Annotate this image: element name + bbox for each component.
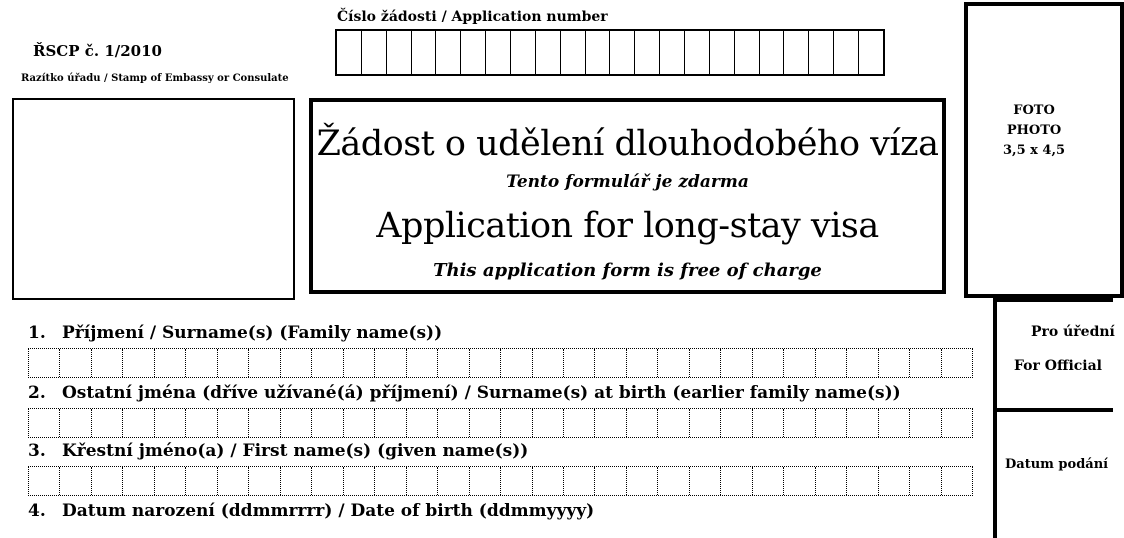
- letter-box[interactable]: [690, 349, 721, 377]
- letter-box[interactable]: [627, 409, 658, 437]
- official-use-box: [993, 298, 1113, 538]
- letter-box[interactable]: [155, 349, 186, 377]
- letter-box[interactable]: [501, 349, 532, 377]
- letter-box[interactable]: [375, 349, 406, 377]
- application-number-cell[interactable]: [387, 31, 412, 74]
- photo-line-3: 3,5 x 4,5: [1003, 143, 1066, 158]
- letter-box[interactable]: [29, 409, 60, 437]
- letter-box[interactable]: [690, 467, 721, 495]
- title-english: Application for long-stay visa: [376, 206, 879, 246]
- field-text: Křestní jméno(a) / First name(s) (given name(s)): [62, 441, 529, 461]
- letter-box[interactable]: [501, 409, 532, 437]
- field-number: 3.: [28, 441, 46, 461]
- application-number-cell[interactable]: [859, 31, 883, 74]
- letter-box[interactable]: [533, 409, 564, 437]
- letter-box[interactable]: [658, 467, 689, 495]
- application-number-cell[interactable]: [784, 31, 809, 74]
- letter-box[interactable]: [564, 467, 595, 495]
- letter-box[interactable]: [753, 409, 784, 437]
- letter-box[interactable]: [92, 409, 123, 437]
- application-number-cell[interactable]: [486, 31, 511, 74]
- letter-box[interactable]: [60, 467, 91, 495]
- field-number: 4.: [28, 501, 46, 521]
- application-number-cell[interactable]: [436, 31, 461, 74]
- letter-box[interactable]: [312, 409, 343, 437]
- letter-box[interactable]: [218, 467, 249, 495]
- official-divider: [997, 408, 1113, 412]
- application-number-boxes[interactable]: [335, 29, 885, 76]
- photo-line-1: FOTO: [1013, 103, 1055, 118]
- letter-box[interactable]: [690, 409, 721, 437]
- letter-box[interactable]: [29, 349, 60, 377]
- submission-date-label: Datum podání: [1005, 457, 1109, 472]
- free-notice-czech: Tento formulář je zdarma: [506, 172, 749, 192]
- stamp-box: [12, 98, 295, 300]
- letter-box[interactable]: [249, 467, 280, 495]
- application-number-cell[interactable]: [685, 31, 710, 74]
- field-surname-label: [28, 323, 442, 343]
- letter-box[interactable]: [721, 467, 752, 495]
- letter-box[interactable]: [595, 349, 626, 377]
- field-text: Datum narození (ddmmrrrr) / Date of birth (ddmmyyyy): [62, 501, 595, 521]
- letter-box[interactable]: [60, 349, 91, 377]
- letter-box[interactable]: [470, 409, 501, 437]
- letter-box[interactable]: [784, 409, 815, 437]
- letter-box[interactable]: [186, 467, 217, 495]
- letter-box[interactable]: [281, 409, 312, 437]
- application-number-cell[interactable]: [511, 31, 536, 74]
- letter-box[interactable]: [344, 467, 375, 495]
- letter-box[interactable]: [123, 467, 154, 495]
- letter-box[interactable]: [658, 409, 689, 437]
- letter-box[interactable]: [407, 349, 438, 377]
- application-number-cell[interactable]: [561, 31, 586, 74]
- letter-box[interactable]: [438, 409, 469, 437]
- application-number-label: Číslo žádosti / Application number: [337, 9, 608, 25]
- application-number-cell[interactable]: [412, 31, 437, 74]
- letter-box[interactable]: [658, 349, 689, 377]
- letter-box[interactable]: [595, 409, 626, 437]
- application-number-cell[interactable]: [536, 31, 561, 74]
- letter-box[interactable]: [879, 409, 910, 437]
- letter-box[interactable]: [721, 409, 752, 437]
- letter-box[interactable]: [92, 467, 123, 495]
- application-number-cell[interactable]: [660, 31, 685, 74]
- letter-box[interactable]: [470, 349, 501, 377]
- letter-box[interactable]: [470, 467, 501, 495]
- letter-box[interactable]: [407, 467, 438, 495]
- field-number: 1.: [28, 323, 46, 343]
- letter-box[interactable]: [438, 467, 469, 495]
- application-number-cell[interactable]: [760, 31, 785, 74]
- field-first-name-label: [28, 441, 528, 461]
- application-number-cell[interactable]: [834, 31, 859, 74]
- title-czech: Žádost o udělení dlouhodobého víza: [316, 124, 939, 164]
- application-number-cell[interactable]: [362, 31, 387, 74]
- letter-box[interactable]: [155, 467, 186, 495]
- letter-box[interactable]: [910, 467, 941, 495]
- letter-box[interactable]: [627, 467, 658, 495]
- field-text: Ostatní jména (dříve užívané(á) příjmení) / Surname(s) at birth (earlier family name(s)): [62, 383, 901, 403]
- letter-box[interactable]: [375, 467, 406, 495]
- photo-box: [964, 2, 1124, 298]
- letter-box[interactable]: [847, 349, 878, 377]
- letter-box[interactable]: [816, 409, 847, 437]
- letter-box[interactable]: [847, 467, 878, 495]
- field-text: Příjmení / Surname(s) (Family name(s)): [62, 323, 443, 343]
- letter-box[interactable]: [910, 349, 941, 377]
- application-number-cell[interactable]: [809, 31, 834, 74]
- letter-box[interactable]: [407, 409, 438, 437]
- letter-box[interactable]: [627, 349, 658, 377]
- letter-box[interactable]: [281, 467, 312, 495]
- letter-box[interactable]: [249, 349, 280, 377]
- letter-box[interactable]: [344, 349, 375, 377]
- application-number-cell[interactable]: [461, 31, 486, 74]
- letter-box[interactable]: [784, 349, 815, 377]
- letter-box[interactable]: [186, 409, 217, 437]
- letter-box[interactable]: [816, 349, 847, 377]
- letter-box[interactable]: [92, 349, 123, 377]
- letter-box[interactable]: [816, 467, 847, 495]
- letter-box[interactable]: [564, 349, 595, 377]
- letter-box[interactable]: [123, 349, 154, 377]
- surname-input-boxes[interactable]: [28, 348, 973, 378]
- application-number-cell[interactable]: [586, 31, 611, 74]
- letter-box[interactable]: [879, 349, 910, 377]
- letter-box[interactable]: [218, 349, 249, 377]
- application-number-cell[interactable]: [635, 31, 660, 74]
- letter-box[interactable]: [753, 467, 784, 495]
- letter-box[interactable]: [784, 467, 815, 495]
- official-use-czech: Pro úřední: [1031, 324, 1115, 340]
- letter-box[interactable]: [721, 349, 752, 377]
- letter-box[interactable]: [218, 409, 249, 437]
- letter-box[interactable]: [564, 409, 595, 437]
- letter-box[interactable]: [753, 349, 784, 377]
- letter-box[interactable]: [312, 467, 343, 495]
- letter-box[interactable]: [533, 467, 564, 495]
- title-box: [309, 98, 946, 294]
- application-number-cell[interactable]: [735, 31, 760, 74]
- letter-box[interactable]: [942, 349, 972, 377]
- letter-box[interactable]: [312, 349, 343, 377]
- first-name-input-boxes[interactable]: [28, 466, 973, 496]
- regulation-code: ŘSCP č. 1/2010: [33, 42, 162, 60]
- letter-box[interactable]: [123, 409, 154, 437]
- letter-box[interactable]: [186, 349, 217, 377]
- birth-surname-input-boxes[interactable]: [28, 408, 973, 438]
- letter-box[interactable]: [595, 467, 626, 495]
- letter-box[interactable]: [501, 467, 532, 495]
- letter-box[interactable]: [344, 409, 375, 437]
- photo-line-2: PHOTO: [1006, 123, 1062, 138]
- stamp-label: Razítko úřadu / Stamp of Embassy or Consulate: [21, 73, 289, 84]
- application-number-cell[interactable]: [710, 31, 735, 74]
- field-birth-surname-label: [28, 383, 901, 403]
- field-date-of-birth-label: [28, 501, 594, 521]
- letter-box[interactable]: [847, 409, 878, 437]
- letter-box[interactable]: [249, 409, 280, 437]
- letter-box[interactable]: [942, 409, 972, 437]
- letter-box[interactable]: [155, 409, 186, 437]
- letter-box[interactable]: [942, 467, 972, 495]
- photo-label: [1003, 101, 1065, 161]
- official-use-english: For Official: [1014, 358, 1102, 374]
- letter-box[interactable]: [879, 467, 910, 495]
- letter-box[interactable]: [375, 409, 406, 437]
- free-notice-english: This application form is free of charge: [433, 260, 822, 281]
- application-number-cell[interactable]: [337, 31, 362, 74]
- letter-box[interactable]: [60, 409, 91, 437]
- letter-box[interactable]: [533, 349, 564, 377]
- field-number: 2.: [28, 383, 46, 403]
- letter-box[interactable]: [438, 349, 469, 377]
- letter-box[interactable]: [910, 409, 941, 437]
- letter-box[interactable]: [29, 467, 60, 495]
- letter-box[interactable]: [281, 349, 312, 377]
- application-number-cell[interactable]: [610, 31, 635, 74]
